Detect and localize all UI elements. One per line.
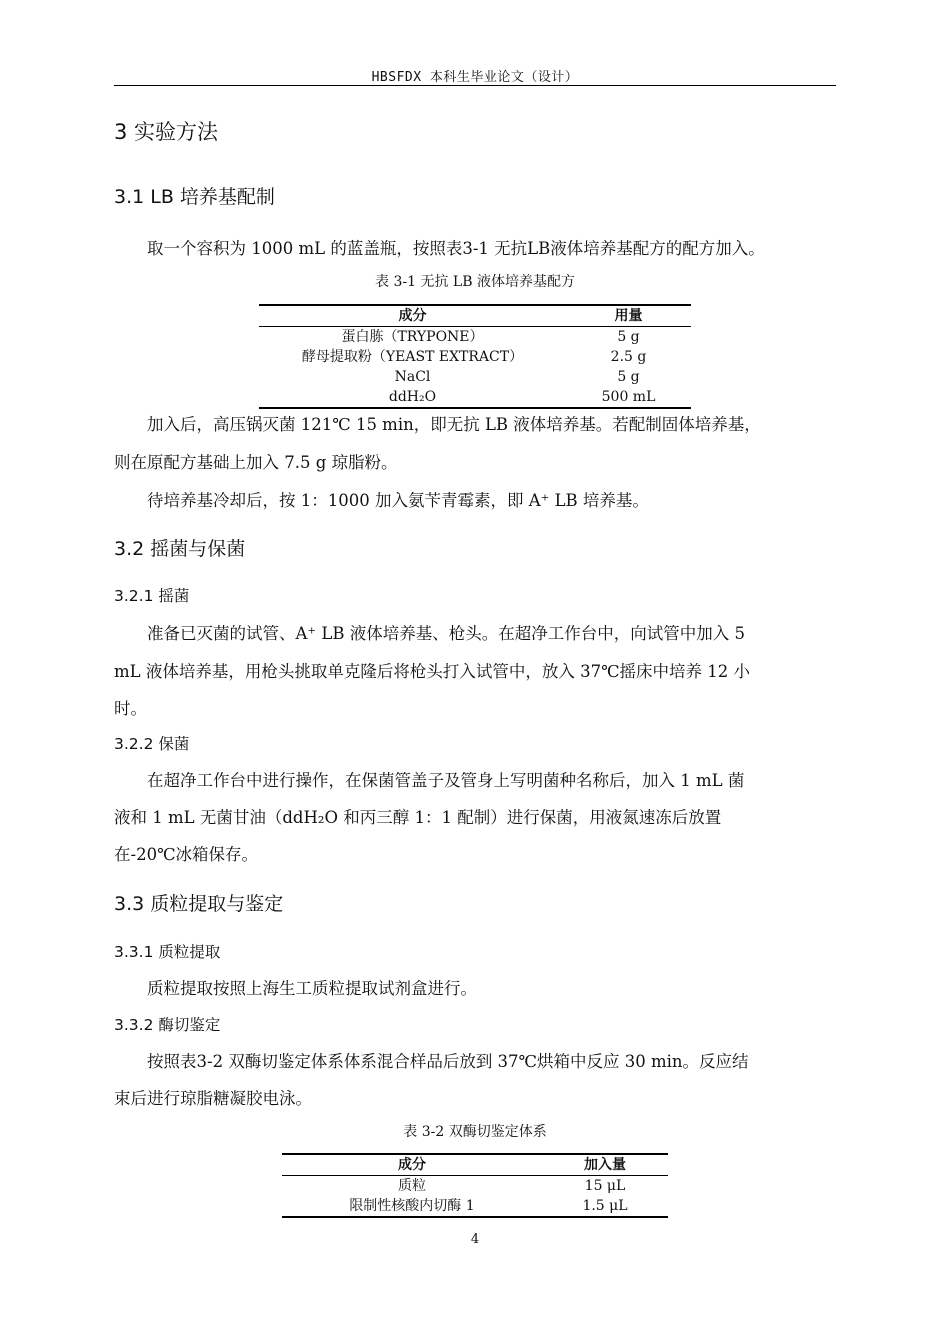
- column-header-amount: 用量: [614, 308, 643, 324]
- table-header-row: [282, 1154, 668, 1176]
- table-cell: NaCl: [394, 369, 431, 385]
- table-cell: 500 mL: [601, 389, 656, 405]
- section-3-2-2-line-2: 液和 1 mL 无菌甘油（ddH₂O 和丙三醇 1：1 配制）进行保菌，用液氮速冻后放置: [114, 808, 722, 827]
- section-3-2-2-line-1: 在超净工作台中进行操作，在保菌管盖子及管身上写明菌种名称后，加入 1 mL 菌: [147, 771, 745, 790]
- section-3-3-title: 3.3 质粒提取与鉴定: [114, 893, 284, 915]
- section-3-3-1-title: 3.3.1 质粒提取: [114, 943, 221, 961]
- column-header-ingredient: 成分: [398, 308, 427, 324]
- table-cell: 质粒: [398, 1178, 426, 1194]
- section-3-2-1-line-3: 时。: [114, 699, 147, 718]
- column-header-amount: 加入量: [584, 1157, 626, 1173]
- table-header-row: [259, 305, 691, 327]
- section-3-3-2-line-1: 按照表3-2 双酶切鉴定体系体系混合样品后放到 37℃烘箱中反应 30 min。反应结: [147, 1052, 749, 1071]
- table-row: [259, 387, 691, 408]
- table-cell: 5 g: [617, 369, 640, 385]
- table-cell: 酵母提取粉（YEAST EXTRACT）: [301, 349, 524, 365]
- table-cell: 蛋白胨（TRYPONE）: [341, 329, 484, 345]
- table-cell: 5 g: [617, 329, 640, 345]
- table-row: [282, 1196, 668, 1217]
- table-row: [259, 347, 691, 367]
- section-3-2-1-line-2: mL 液体培养基，用枪头挑取单克隆后将枪头打入试管中，放入 37℃摇床中培养 12 小: [114, 662, 751, 681]
- section-3-2-title: 3.2 摇菌与保菌: [114, 538, 246, 560]
- table-row: [259, 327, 691, 348]
- section-3-1-paragraph-1: 取一个容积为 1000 mL 的蓝盖瓶，按照表3-1 无抗LB液体培养基配方的配方加入。: [147, 239, 765, 258]
- section-3-2-2-title: 3.2.2 保菌: [114, 735, 190, 753]
- section-3-3-2-line-2: 束后进行琼脂糖凝胶电泳。: [114, 1089, 312, 1108]
- section-3-2-1-line-1: 准备已灭菌的试管、A⁺ LB 液体培养基、枪头。在超净工作台中，向试管中加入 5: [147, 624, 745, 643]
- table-3-1-caption: 表 3-1 无抗 LB 液体培养基配方: [375, 274, 575, 290]
- header-rule: [114, 85, 836, 86]
- table-cell: 2.5 g: [610, 349, 647, 365]
- section-3-1-title: 3.1 LB 培养基配制: [114, 186, 275, 208]
- running-header: HBSFDX 本科生毕业论文（设计）: [371, 70, 579, 85]
- section-3-1-paragraph-2-line-2: 则在原配方基础上加入 7.5 g 琼脂粉。: [114, 453, 398, 472]
- column-header-ingredient: 成分: [398, 1157, 426, 1173]
- table-cell: 1.5 μL: [582, 1198, 628, 1214]
- section-3-2-1-title: 3.2.1 摇菌: [114, 587, 190, 605]
- section-3-1-paragraph-2-line-1: 加入后，高压锅灭菌 121℃ 15 min，即无抗 LB 液体培养基。若配制固体培养基，: [147, 415, 761, 434]
- table-3-1: [259, 304, 691, 409]
- table-row: [282, 1176, 668, 1197]
- table-cell: ddH₂O: [388, 389, 437, 405]
- table-cell: 15 μL: [584, 1178, 626, 1194]
- table-cell: 限制性核酸内切酶 1: [349, 1198, 475, 1214]
- section-3-3-1-line-1: 质粒提取按照上海生工质粒提取试剂盒进行。: [147, 979, 477, 998]
- section-3-2-2-line-3: 在-20℃冰箱保存。: [114, 845, 259, 864]
- table-3-2-caption: 表 3-2 双酶切鉴定体系: [403, 1124, 547, 1140]
- table-row: [259, 367, 691, 387]
- chapter-title: 3 实验方法: [114, 120, 219, 144]
- section-3-3-2-title: 3.3.2 酶切鉴定: [114, 1016, 221, 1034]
- section-3-1-paragraph-3: 待培养基冷却后，按 1：1000 加入氨苄青霉素，即 A⁺ LB 培养基。: [147, 491, 649, 510]
- page-number: 4: [470, 1232, 480, 1247]
- table-3-2: [282, 1153, 668, 1218]
